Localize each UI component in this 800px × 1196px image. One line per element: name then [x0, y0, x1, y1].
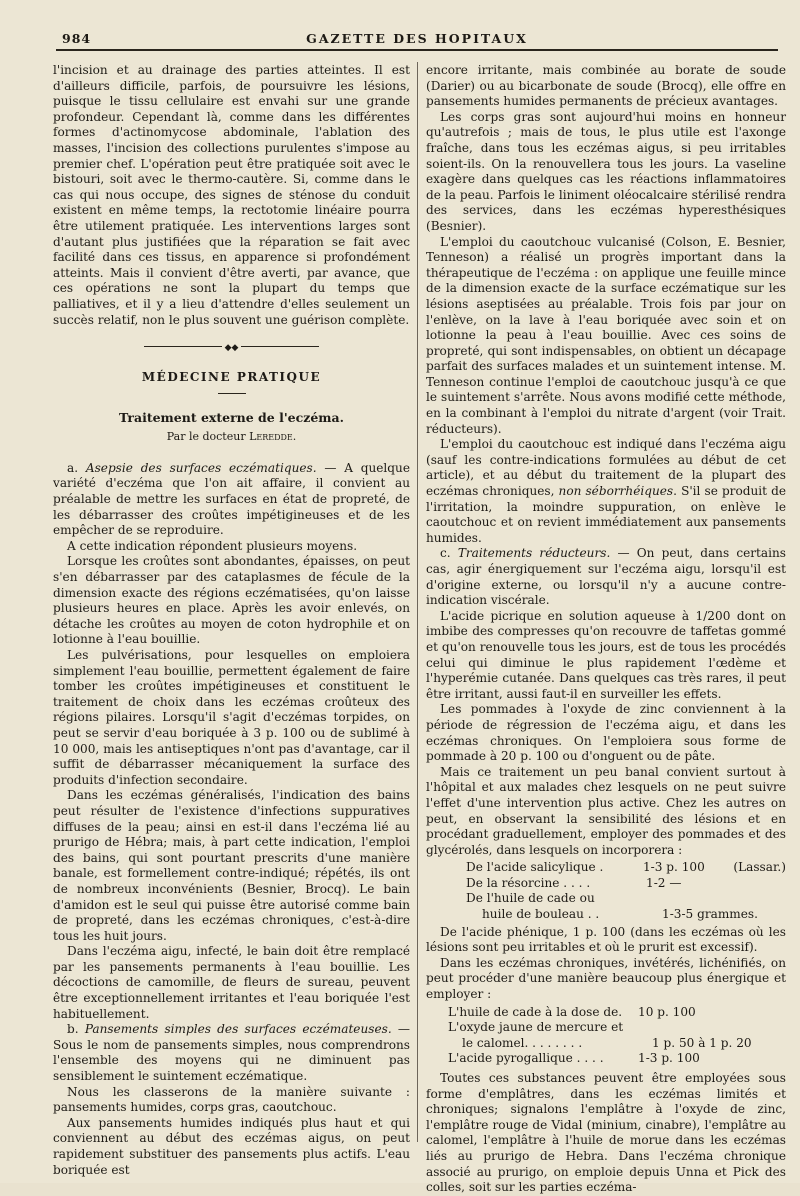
prescription-row: L'oxyde jaune de mercure et [448, 1020, 624, 1035]
left-column [53, 63, 410, 1178]
paragraph-a [53, 461, 410, 539]
journal-title: GAZETTE DES HOPITAUX [306, 31, 528, 46]
paragraph-text: — Sous le nom de pansements simples, nous comprendrons l'ensemble des moyens qui ne diminuent pas sensiblement le suintement eczématique. [53, 1022, 410, 1084]
prescription-list-2 [448, 1005, 786, 1067]
byline [53, 429, 410, 445]
paragraph: Dans les eczémas chroniques, invétérés, lichénifiés, on peut procéder d'une manière beaucoup plus énergique et employer : [426, 955, 786, 1002]
section-heading: MÉDECINE PRATIQUE [141, 370, 322, 385]
page-header [56, 27, 778, 51]
byline-author: Leredde. [249, 430, 297, 444]
article-title: Traitement externe de l'eczéma. [119, 409, 344, 425]
paragraph: Les corps gras sont aujourd'hui moins en honneur qu'autrefois ; mais de tous, le plus utile est l'axonge fraîche, dans tous les eczémas aigus, si peu irritables soient-ils. On la renouvellera tous les jours. La vaseline exagère dans quelques cas les réactions inflammatoires de la peau. Parfois le liniment oléocalcaire stérilisé rendra des services, dans les eczémas hyperesthésiques (Besnier). [426, 109, 786, 233]
item-label: b. [67, 1022, 79, 1037]
prescription-row: le calomel. . . . . . . . 1 p. 50 à 1 p. 20 [462, 1035, 752, 1050]
prescription-row: huile de bouleau . . 1-3-5 grammes. [482, 907, 758, 922]
paragraph: Lorsque les croûtes sont abondantes, épaisses, on peut s'en débarrasser par des cataplasmes de fécule de la dimension exacte des régions eczématisées, qu'on laisse plusieurs heures en place. Après les avoir enlevés, on détache les croûtes au moyen de coton hydrophile et on lotionne à l'eau bouillie. [53, 554, 410, 647]
paragraph: L'emploi du caoutchouc vulcanisé (Colson, E. Besnier, Tenneson) a réalisé un progrès important dans la thérapeutique de l'eczéma : on applique une feuille mince de la dimension exacte de la surface eczématique sur les lésions aseptisées au préalable. Trois fois par jour on l'enlève, on la lave à l'eau boriquée avec soin et on lotionne la peau à l'eau bouillie. Avec ces soins de propreté, qui sont indispensables, on obtient un décapage parfait des surfaces malades et un suintement intense. M. Tenneson continue l'emploi de caoutchouc jusqu'à ce que le suintement s'arrête. Nous avons modifié cette méthode, en la combinant à l'emploi du nitrate d'argent (voir Trait. réducteurs). [426, 234, 786, 436]
paragraph: L'emploi du caoutchouc est indiqué dans l'eczéma aigu (sauf les contre-indications formulées au début de cet article), et au début du traitement de la plupart des eczémas chroniques, non séborrhéiques. S'il se produit de l'irritation, la moindre suppuration, on enlève le caoutchouc et on revient immédiatement aux pansements humides. [426, 437, 786, 545]
paragraph: Toutes ces substances peuvent être employées sous forme d'emplâtres, dans les eczémas limités et chroniques; signalons l'emplâtre à l'oxyde de zinc, l'emplâtre rouge de Vidal (minium, cinabre), l'emplâtre au calomel, l'emplâtre à l'huile de morue dans les eczémas liés au prurigo de Hebra. Dans l'eczéma chronique associé au prurigo, on emploie depuis Unna et Pick des colles, soit sur les parties eczéma- [426, 1071, 786, 1195]
paragraph-text: — A quelque variété d'eczéma que l'on ait affaire, il convient au préalable de mettre les surfaces en état de propreté, de les débarrasser des croûtes impétigineuses et de les empêcher de se reproduire. [53, 460, 410, 538]
subheading: Asepsie des surfaces eczématiques. [85, 460, 317, 475]
paragraph: Aux pansements humides indiqués plus haut et qui conviennent au début des eczémas aigus, on peut rapidement substituer des pansements plus actifs. L'eau boriquée est [53, 1115, 410, 1177]
item-label: a. [67, 460, 79, 475]
right-column [426, 63, 786, 1196]
subheading: Pansements simples des surfaces eczémateuses. [84, 1022, 392, 1037]
prescription-row: De l'acide salicylique . 1-3 p. 100 (Lassar.) [466, 860, 786, 875]
paragraph: Dans les eczémas généralisés, l'indication des bains peut résulter de l'existence d'infections suppuratives diffuses de la peau; ainsi en est-il dans l'eczéma lié au prurigo de Hébra; mais, à part cette indication, l'emploi des bains, qui sont pourtant prescrits d'une manière banale, est formellement contre-indiqué; répétés, ils ont de nombreux inconvénients (Besnier, Brocq). Le bain d'amidon est le seul qui puisse être autorisé comme bain de propreté, dans les eczémas chroniques, c'est-à-dire tous les huit jours. [53, 788, 410, 943]
paragraph-b [53, 1022, 410, 1084]
ornament-icon: ◆◆ [222, 343, 242, 353]
paragraph: Les pulvérisations, pour lesquelles on emploiera simplement l'eau bouillie, permettent également de faire tomber les croûtes impétigineuses et constituent le traitement de choix dans les eczémas croûteux des régions pilaires. Lorsqu'il s'agit d'eczémas torpides, on peut se servir d'eau boriquée à 3 p. 100 ou de sublimé à 10 000, mais les antiseptiques n'ont pas d'avantage, car il suffit de débarrasser mécaniquement la surface des produits d'infection secondaire. [53, 648, 410, 787]
prescription-list-1 [466, 860, 786, 922]
paragraph: L'acide picrique en solution aqueuse à 1/200 dont on imbibe des compresses qu'on recouvre de taffetas gommé et qu'on renouvelle tous les jours, est de tous les procédés celui qui diminue le plus rapidement l'œdème et l'hyperémie cutanée. Dans quelques cas très rares, il peut être irritant, aussi faut-il en surveiller les effets. [426, 608, 786, 701]
paragraph: Les pommades à l'oxyde de zinc conviennent à la période de régression de l'eczéma aigu, et dans les eczémas chroniques. On l'emploiera sous forme de pommade à 20 p. 100 ou d'onguent ou de pâte. [426, 702, 786, 764]
page-number: 984 [62, 31, 92, 46]
paragraph-c [426, 546, 786, 608]
paragraph: l'incision et au drainage des parties atteintes. Il est d'ailleurs difficile, parfois, de poursuivre les lésions, puisque le tissu cellulaire est envahi sur une grande profondeur. Cependant là, comme dans les différentes formes d'actinomycose abdominale, l'ablation des masses, l'incision des collections purulentes s'impose au premier chef. L'opération peut être pratiquée soit avec le bistouri, soit avec le thermo-cautère. Si, comme dans le cas qui nous occupe, des signes de sténose du conduit existent en même temps, la rectotomie linéaire pourra être utilement pratiquée. Les interventions larges sont d'autant plus justifiées que la réparation se fait avec facilité dans ces tissus, en apparence si profondément atteints. Mais il convient d'être averti, par avance, que ces opérations ne sont la plupart du temps que palliatives, et il y a lieu d'attendre d'elles seulement un succès relatif, non le plus souvent une guérison complète. [53, 63, 410, 327]
paragraph: Nous les classerons de la manière suivante : pansements humides, corps gras, caoutchouc. [53, 1084, 410, 1115]
prescription-row: L'acide pyrogallique . . . . 1-3 p. 100 [448, 1051, 700, 1066]
item-label: c. [440, 546, 451, 561]
subheading: Traitements réducteurs. [457, 546, 611, 561]
prescription-row: De l'huile de cade ou [466, 891, 595, 906]
paragraph: De l'acide phénique, 1 p. 100 (dans les eczémas où les lésions sont peu irritables et où le prurit est excessif). [426, 924, 786, 955]
paragraph-text: — On peut, dans certains cas, agir énergiquement sur l'eczéma aigu, lorsqu'il est d'origine externe, ou lorsqu'il n'y a aucune contre-indication viscérale. [426, 546, 786, 608]
paragraph: A cette indication répondent plusieurs moyens. [67, 538, 358, 553]
prescription-row: De la résorcine . . . . 1-2 — [466, 875, 682, 890]
byline-prefix: Par le docteur [166, 430, 246, 444]
section-separator [144, 343, 319, 354]
short-rule [218, 393, 246, 394]
prescription-row: L'huile de cade à la dose de. 10 p. 100 [448, 1004, 696, 1019]
emphasis: non séborrhéiques [558, 484, 674, 499]
paragraph: encore irritante, mais combinée au borate de soude (Darier) ou au bicarbonate de soude (Brocq), elle offre en pansements humides permanents de précieux avantages. [426, 63, 786, 109]
paragraph: Mais ce traitement un peu banal convient surtout à l'hôpital et aux malades chez lesquels on ne peut suivre l'effet d'une intervention plus active. Chez les autres on peut, en observant la sensibilité des lésions et en procédant graduellement, employer des pommades et des glycérolés, dans lesquels on incorporera : [426, 764, 786, 857]
column-divider [417, 62, 418, 1142]
paragraph: Dans l'eczéma aigu, infecté, le bain doit être remplacé par les pansements permanents à l'eau bouillie. Les décoctions de camomille, de fleurs de sureau, peuvent être exceptionnellement irritantes et l'eau boriquée l'est habituellement. [53, 944, 410, 1021]
